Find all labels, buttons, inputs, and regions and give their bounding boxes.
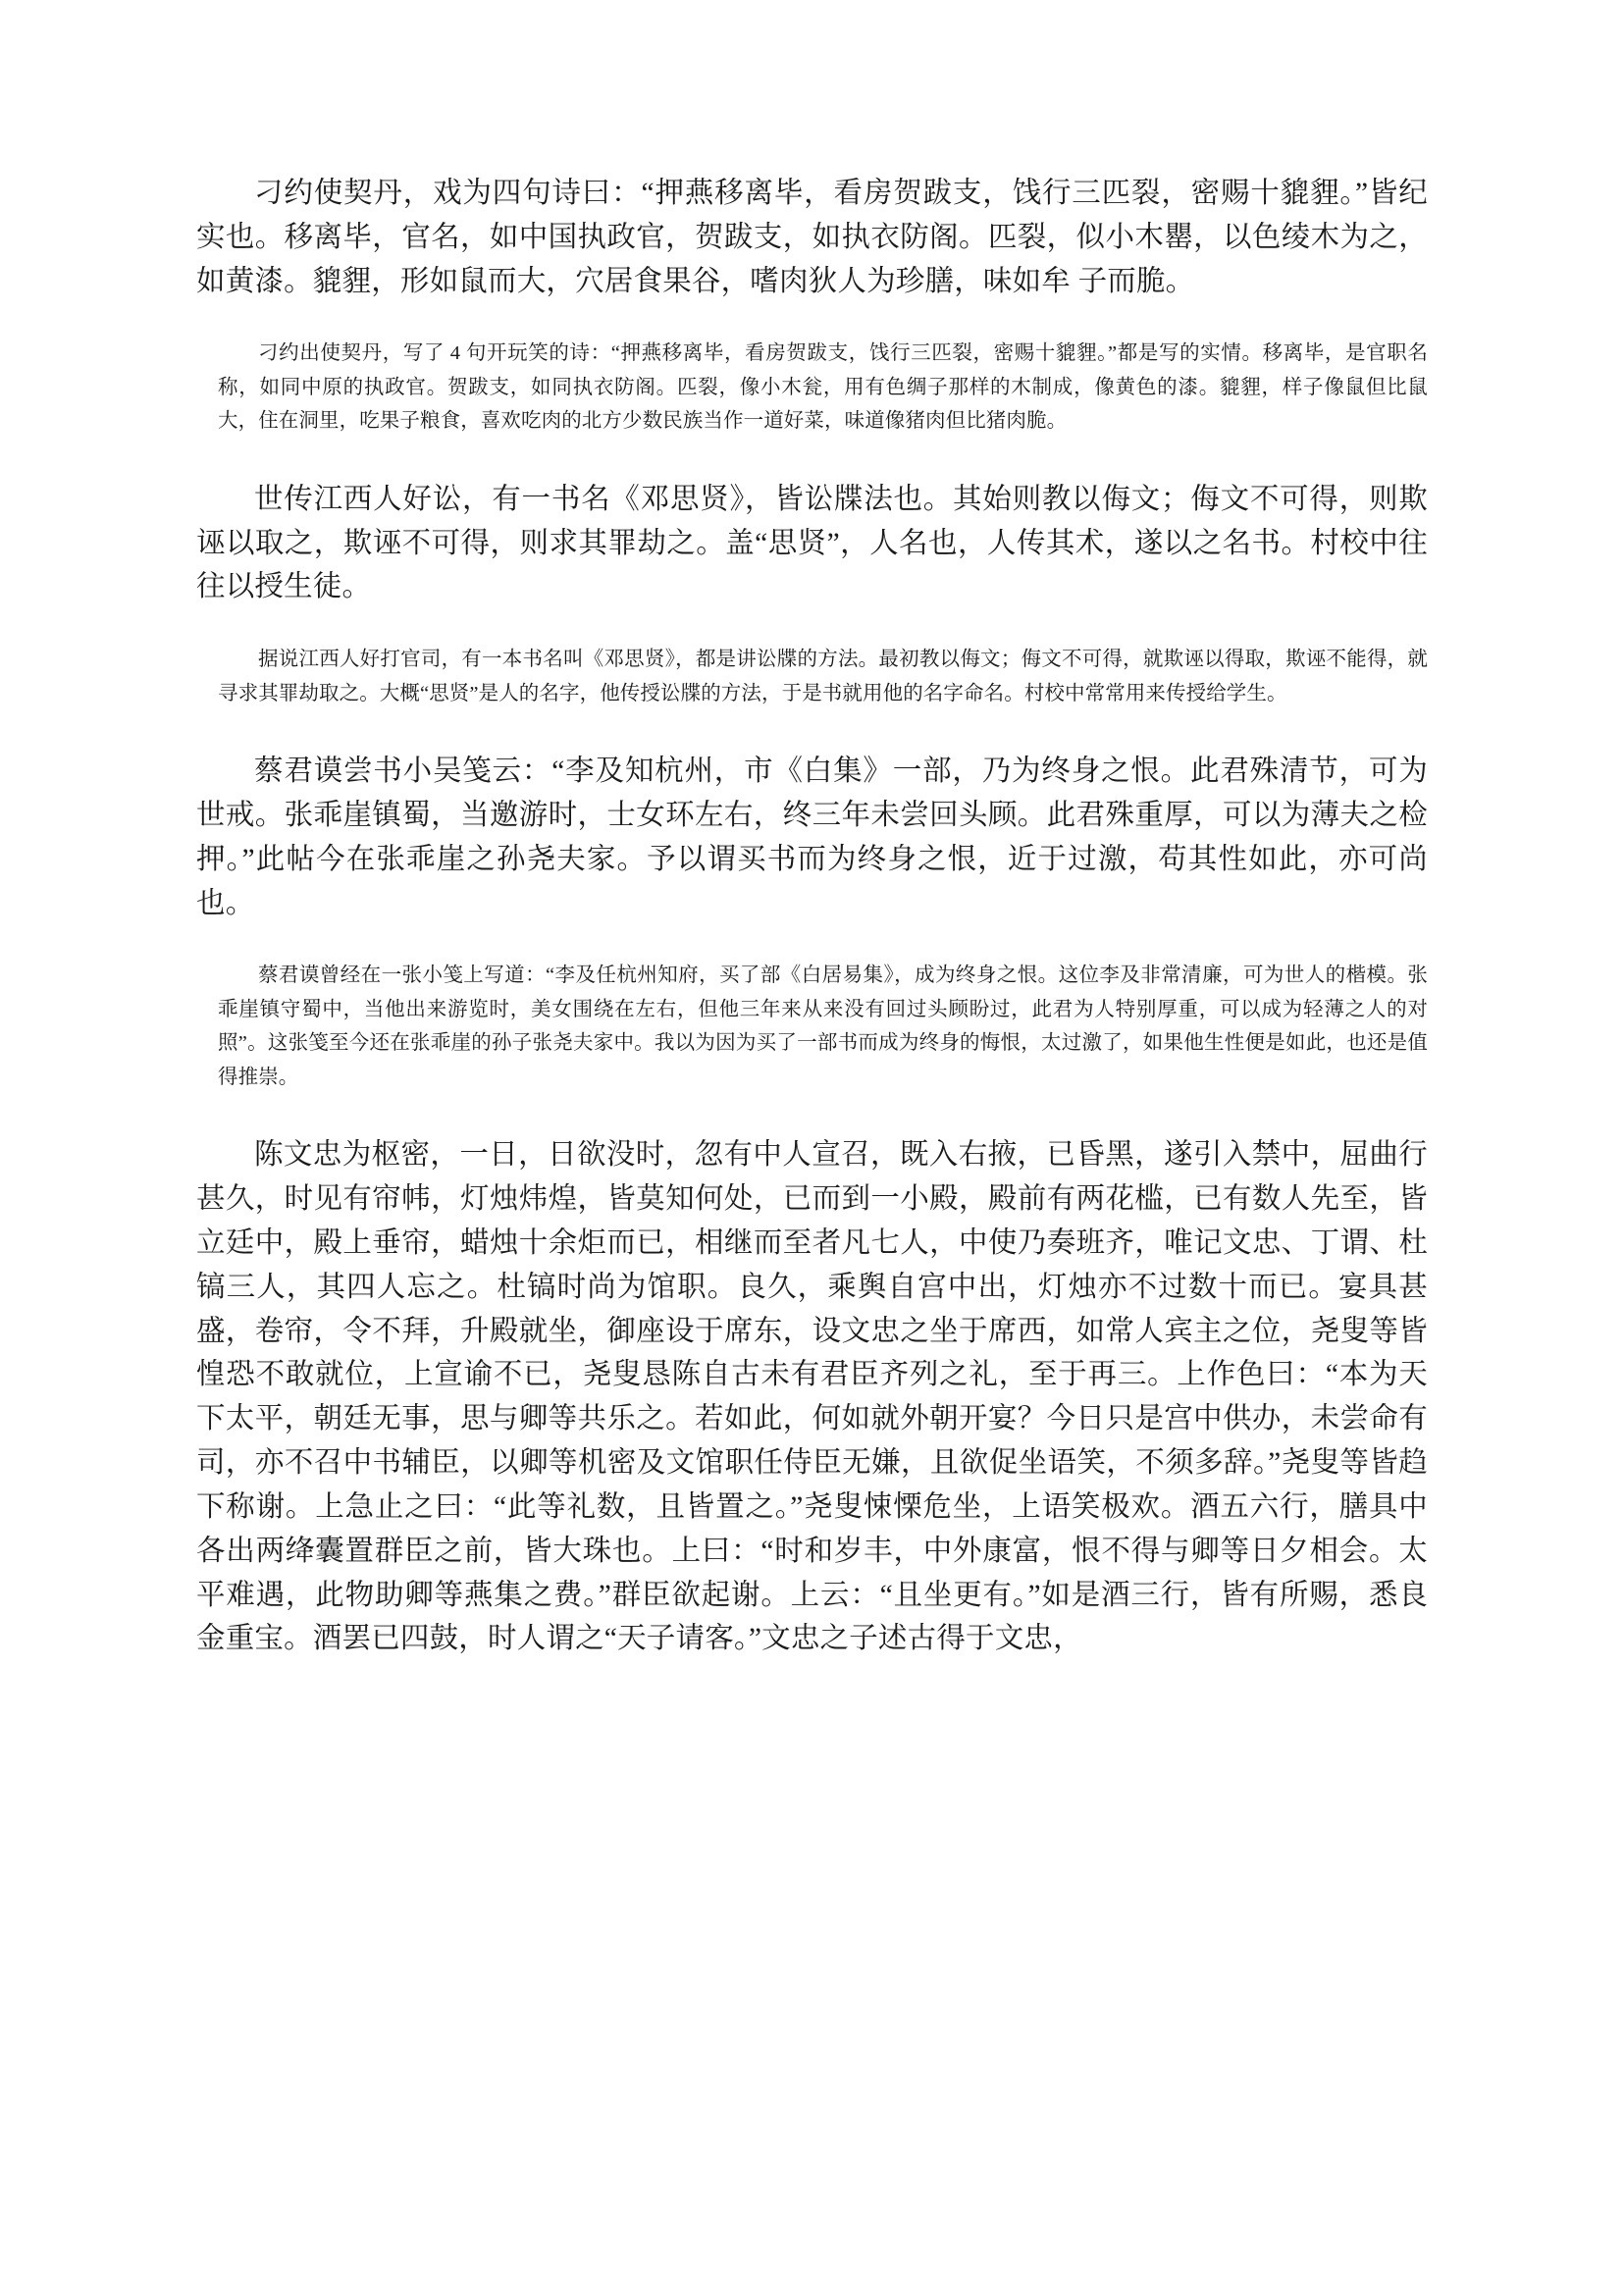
annotation-paragraph: 刁约出使契丹，写了 4 句开玩笑的诗：“押燕移离毕，看房贺跋支，饯行三匹裂，密赐十貔貍。”都是写的实情。移离毕，是官职名称，如同中原的执政官。贺跋支，如同执衣防阁。匹裂，像小木瓮，用有色绸子那样的木制成，像黄色的漆。貔貍，样子像鼠但比鼠大，住在洞里，吃果子粮食，喜欢吃肉的北方少数民族当作一道好菜，味道像猪肉但比猪肉脆。 — [218, 342, 1428, 433]
body-paragraph: 刁约使契丹，戏为四句诗曰：“押燕移离毕，看房贺跋支，饯行三匹裂，密赐十貔貍。”皆纪实也。移离毕，官名，如中国执政官，贺跋支，如执衣防阁。匹裂，似小木罌，以色绫木为之，如黄漆。貔貍，形如鼠而大，穴居食果谷，嗜肉狄人为珍膳，味如牟 子而脆。 — [196, 178, 1428, 297]
annotation-paragraph: 蔡君谟曾经在一张小笺上写道：“李及任杭州知府，买了部《白居易集》，成为终身之恨。这位李及非常清廉，可为世人的楷模。张乖崖镇守蜀中，当他出来游览时，美女围绕在左右，但他三年来从来没有回过头顾盼过，此君为人特别厚重，可以成为轻薄之人的对照”。这张笺至今还在张乖崖的孙子张尧夫家中。我以为因为买了一部书而成为终身的悔恨，太过激了，如果他生性便是如此，也还是值得推崇。 — [218, 965, 1428, 1088]
annotation-paragraph: 据说江西人好打官司，有一本书名叫《邓思贤》，都是讲讼牒的方法。最初教以侮文；侮文不可得，就欺诬以得取，欺诬不能得，就寻求其罪劫取之。大概“思贤”是人的名字，他传授讼牒的方法，于是书就用他的名字命名。村校中常常用来传授给学生。 — [218, 649, 1428, 704]
body-paragraph: 世传江西人好讼，有一书名《邓思贤》，皆讼牒法也。其始则教以侮文；侮文不可得，则欺诬以取之，欺诬不可得，则求其罪劫之。盖“思贤”，人名也，人传其术，遂以之名书。村校中往往以授生徒。 — [196, 483, 1428, 603]
body-paragraph: 陈文忠为枢密，一日，日欲没时，忽有中人宣召，既入右掖，已昏黑，遂引入禁中，屈曲行甚久，时见有帘帏，灯烛炜煌，皆莫知何处，已而到一小殿，殿前有两花槛，已有数人先至，皆立廷中，殿上垂帘，蜡烛十余炬而已，相继而至者凡七人，中使乃奏班齐，唯记文忠、丁谓、杜镐三人，其四人忘之。杜镐时尚为馆职。良久，乘舆自宫中出，灯烛亦不过数十而已。宴具甚盛，卷帘，令不拜，升殿就坐，御座设于席东，设文忠之坐于席西，如常人宾主之位，尧叟等皆惶恐不敢就位，上宣谕不已，尧叟恳陈自古未有君臣齐列之礼，至于再三。上作色曰：“本为天下太平，朝廷无事，思与卿等共乐之。若如此，何如就外朝开宴？今日只是宫中供办，未尝命有司，亦不召中书辅臣，以卿等机密及文馆职任侍臣无嫌，且欲促坐语笑，不须多辞。”尧叟等皆趋下称谢。上急止之曰：“此等礼数，且皆置之。”尧叟悚慄危坐，上语笑极欢。酒五六行，膳具中各出两绛囊置群臣之前，皆大珠也。上曰：“时和岁丰，中外康富，恨不得与卿等日夕相会。太平难遇，此物助卿等燕集之费。”群臣欲起谢。上云：“且坐更有。”如是酒三行，皆有所赐，悉良金重宝。酒罢已四鼓，时人谓之“天子请客。”文忠之子述古得于文忠， — [196, 1139, 1428, 1655]
body-paragraph: 蔡君谟尝书小吴笺云：“李及知杭州，市《白集》一部，乃为终身之恨。此君殊清节，可为世戒。张乖崖镇蜀，当邀游时，士女环左右，终三年未尝回头顾。此君殊重厚，可以为薄夫之检押。”此帖今在张乖崖之孙尧夫家。予以谓买书而为终身之恨，近于过激，苟其性如此，亦可尚也。 — [196, 756, 1428, 919]
page-content — [196, 172, 1428, 1661]
